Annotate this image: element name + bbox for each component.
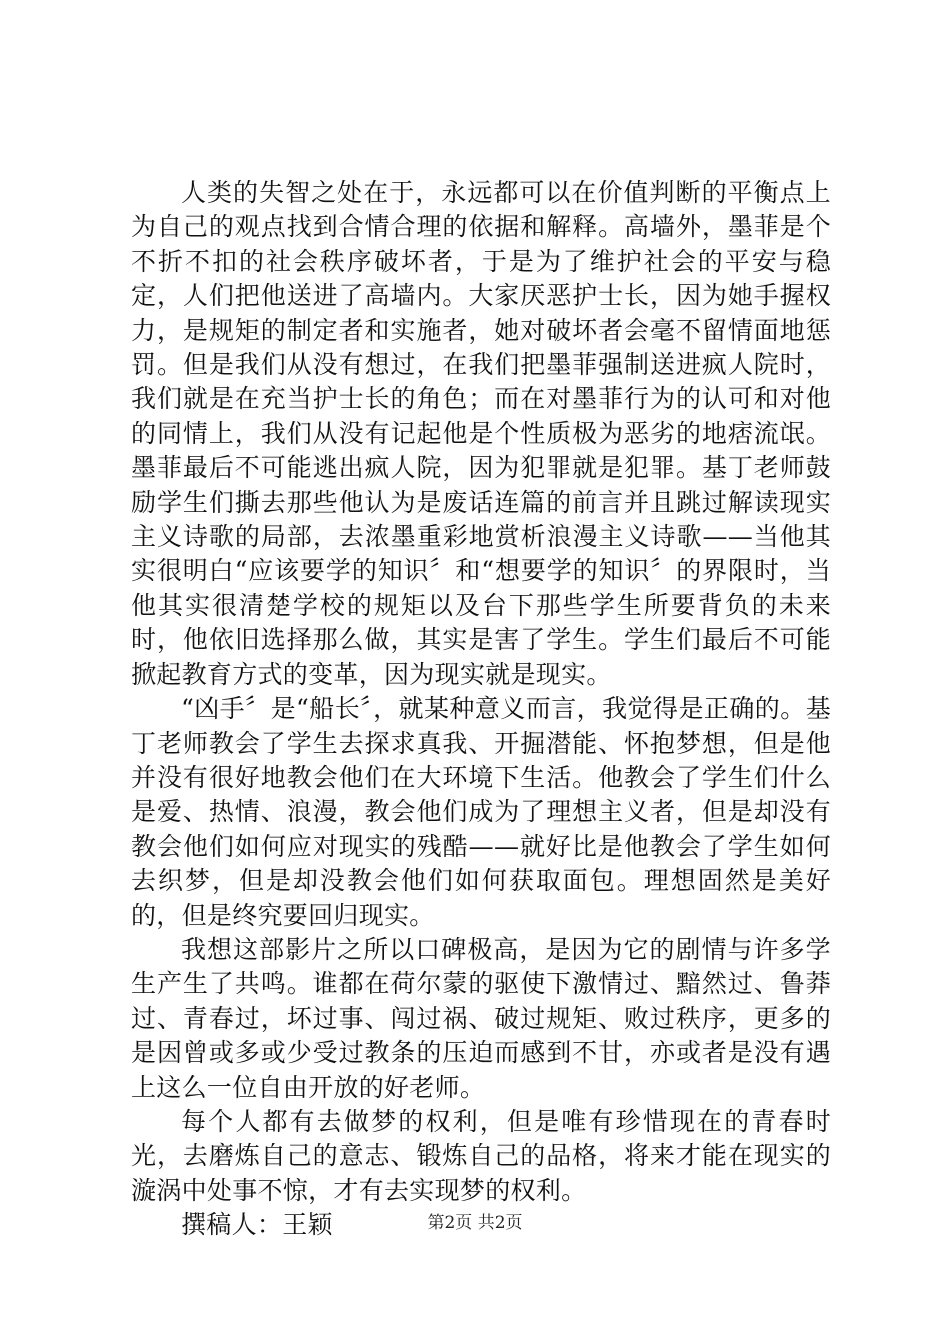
paragraph-4: 每个人都有去做梦的权利，但是唯有珍惜现在的青春时光，去磨炼自己的意志、锻炼自己的品格，将来才能在现实的漩涡中处事不惊，才有去实现梦的权利。 bbox=[131, 1106, 831, 1205]
document-body bbox=[131, 176, 831, 1243]
paragraph-1: 人类的失智之处在于，永远都可以在价值判断的平衡点上为自己的观点找到合情合理的依据和解释。高墙外，墨菲是个不折不扣的社会秩序破坏者，于是为了维护社会的平安与稳定，人们把他送进了高墙内。大家厌恶护士长，因为她手握权力，是规矩的制定者和实施者，她对破坏者会毫不留情面地惩罚。但是我们从没有想过，在我们把墨菲强制送进疯人院时，我们就是在充当护士长的角色；而在对墨菲行为的认可和对他的同情上，我们从没有记起他是个性质极为恶劣的地痞流氓。墨菲最后不可能逃出疯人院，因为犯罪就是犯罪。基丁老师鼓励学生们撕去那些他认为是废话连篇的前言并且跳过解读现实主义诗歌的局部，去浓墨重彩地赏析浪漫主义诗歌——当他其实很明白“应该要学的知识〞和“想要学的知识〞的界限时，当他其实很清楚学校的规矩以及台下那些学生所要背负的未来时，他依旧选择那么做，其实是害了学生。学生们最后不可能掀起教育方式的变革，因为现实就是现实。 bbox=[131, 178, 831, 689]
author-line: 撰稿人：王颖 bbox=[181, 1210, 333, 1240]
page-footer bbox=[0, 1212, 950, 1234]
paragraph-2: “凶手〞是“船长〞，就某种意义而言，我觉得是正确的。基丁老师教会了学生去探求真我、开掘潜能、怀抱梦想，但是他并没有很好地教会他们在大环境下生活。他教会了学生们什么是爱、热情、浪漫，教会他们成为了理想主义者，但是却没有教会他们如何应对现实的残酷——就好比是他教会了学生如何去织梦，但是却没教会他们如何获取面包。理想固然是美好的，但是终究要回归现实。 bbox=[131, 694, 831, 930]
paragraph-3: 我想这部影片之所以口碑极高，是因为它的剧情与许多学生产生了共鸣。谁都在荷尔蒙的驱使下激情过、黯然过、鲁莽过、青春过，坏过事、闯过祸、破过规矩、败过秩序，更多的是因曾或多或少受过教条的压迫而感到不甘，亦或者是没有遇上这么一位自由开放的好老师。 bbox=[131, 934, 831, 1102]
page-number: 第2页 bbox=[427, 1213, 473, 1233]
page-total: 共2页 bbox=[477, 1213, 523, 1233]
